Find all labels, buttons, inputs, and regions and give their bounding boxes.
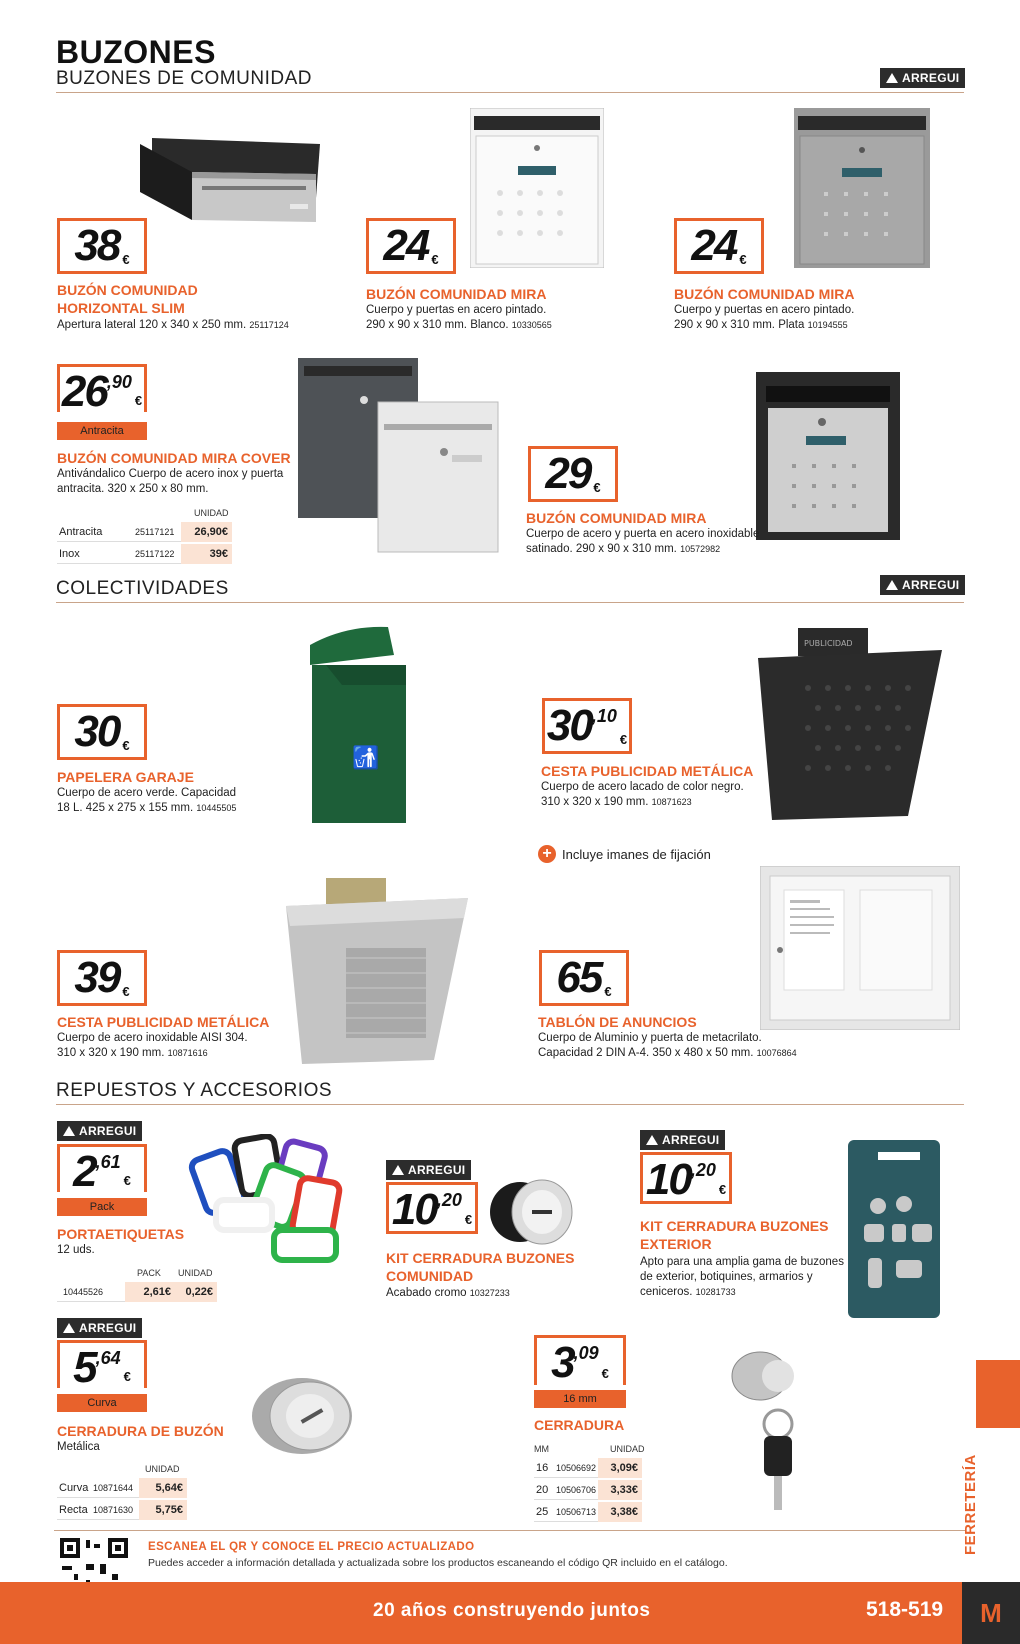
key-tags-image: [188, 1134, 366, 1274]
brand-logo: ARREGUI: [57, 1318, 142, 1338]
product-desc: Apertura lateral 120 x 340 x 250 mm. 25117124: [57, 319, 289, 331]
product-desc: Cuerpo de Aluminio y puerta de metacrilato. Capacidad 2 DIN A-4. 350 x 480 x 50 mm. 10076864: [538, 1032, 797, 1059]
price-table: MM UNIDAD 16 10506692 3,09€ 20 10506706 3,33€ 25 10506713 3,38€: [534, 1440, 644, 1520]
arregui-icon: [646, 1135, 658, 1145]
price-table: UNIDAD Antracita 25117121 26,90€ Inox 25117122 39€: [57, 506, 232, 566]
table-row: 10445526 2,61€ 0,22€: [57, 1282, 217, 1302]
svg-text:🚮: 🚮: [352, 746, 380, 771]
variant-tag: Curva: [57, 1394, 147, 1412]
svg-text:PUBLICIDAD: PUBLICIDAD: [804, 639, 853, 648]
section-title: BUZONES DE COMUNIDAD: [56, 68, 312, 89]
table-row: 25 10506713 3,38€: [534, 1502, 642, 1522]
product-desc: Cuerpo de acero lacado de color negro. 310 x 320 x 190 mm. 10871623: [541, 781, 744, 808]
brand-logo: ARREGUI: [57, 1121, 142, 1141]
product-name: TABLÓN DE ANUNCIOS: [538, 1014, 697, 1030]
product-desc: Cuerpo de acero inoxidable AISI 304. 310 x 320 x 190 mm. 10871616: [57, 1032, 248, 1059]
price-box: 3 ,09 €: [534, 1335, 626, 1385]
lock-kit-blister-image: [848, 1140, 940, 1318]
table-row: 16 10506692 3,09€: [534, 1458, 642, 1478]
qr-title: ESCANEA EL QR Y CONOCE EL PRECIO ACTUALIZADO: [148, 1541, 475, 1553]
table-row: Inox 25117122 39€: [57, 544, 232, 564]
price-box: 24 €: [366, 218, 456, 274]
price-box: 65 €: [539, 950, 629, 1006]
product-desc: Metálica: [57, 1441, 100, 1453]
arregui-icon: [63, 1126, 75, 1136]
mira-cover-mailboxes-image: [296, 356, 506, 556]
white-mailbox-image: [470, 108, 604, 268]
price-box: 39 €: [57, 950, 147, 1006]
product-name: BUZÓN COMUNIDAD MIRA: [526, 510, 707, 526]
section-title: REPUESTOS Y ACCESORIOS: [56, 1080, 333, 1101]
horizontal-mailbox-image: [140, 138, 320, 224]
section-title: COLECTIVIDADES: [56, 578, 229, 599]
footer-bar: [0, 1582, 1020, 1644]
price-box: 2 ,61 €: [57, 1144, 147, 1192]
price-box: 10 ,20 €: [386, 1182, 478, 1234]
price-table: UNIDAD Curva 10871644 5,64€ Recta 10871630 5,75€: [57, 1462, 232, 1522]
product-name: BUZÓN COMUNIDAD MIRA: [674, 286, 855, 302]
price-box: 38 €: [57, 218, 147, 274]
product-desc: Antivándalico Cuerpo de acero inox y puerta antracita. 320 x 250 x 80 mm.: [57, 468, 284, 495]
side-tab: [976, 1360, 1020, 1428]
page-numbers: 518-519: [866, 1598, 944, 1621]
section-comunidad: [56, 68, 964, 93]
price-box: 26 ,90 €: [57, 364, 147, 412]
section-colectividades: [56, 578, 964, 603]
product-name: CERRADURA: [534, 1417, 625, 1433]
product-name: KIT CERRADURA BUZONES COMUNIDAD: [386, 1250, 575, 1284]
variant-tag: Pack: [57, 1198, 147, 1216]
green-bin-image: [306, 625, 416, 825]
table-row: Antracita 25117121 26,90€: [57, 522, 232, 542]
table-row: 20 10506706 3,33€: [534, 1480, 642, 1500]
arregui-icon: [886, 73, 898, 83]
arregui-icon: [63, 1323, 75, 1333]
product-name: CESTA PUBLICIDAD METÁLICA: [57, 1014, 270, 1030]
variant-tag: Antracita: [57, 422, 147, 440]
product-name: CERRADURA DE BUZÓN: [57, 1423, 224, 1439]
product-desc: 12 uds.: [57, 1244, 95, 1256]
product-desc: Cuerpo de acero verde. Capacidad 18 L. 425 x 275 x 155 mm. 10445505: [57, 787, 237, 814]
brand-m-logo: M: [962, 1582, 1020, 1644]
product-name: PORTAETIQUETAS: [57, 1226, 185, 1242]
page-title: BUZONES: [56, 34, 216, 70]
mailbox-lock-image: [250, 1376, 354, 1456]
product-name: BUZÓN COMUNIDAD MIRA: [366, 286, 547, 302]
price-box: 30 ,10 €: [542, 698, 632, 754]
price-table: PACK UNIDAD 10445526 2,61€ 0,22€: [57, 1266, 217, 1310]
brand-logo: ARREGUI: [880, 68, 965, 88]
product-desc: Acabado cromo 10327233: [386, 1287, 510, 1299]
price-box: 29 €: [528, 446, 618, 502]
arregui-icon: [886, 580, 898, 590]
price-box: 24 €: [674, 218, 764, 274]
variant-tag: 16 mm: [534, 1390, 626, 1408]
price-box: 10 ,20 €: [640, 1152, 732, 1204]
side-category-label: FERRETERÍA: [962, 1454, 979, 1555]
brand-logo: ARREGUI: [386, 1160, 471, 1180]
product-name: KIT CERRADURA BUZONES EXTERIOR: [640, 1218, 829, 1252]
price-box: 30 €: [57, 704, 147, 760]
product-name: PAPELERA GARAJE: [57, 769, 194, 785]
product-name: BUZÓN COMUNIDAD MIRA COVER: [57, 450, 291, 466]
product-desc: Cuerpo y puertas en acero pintado. 290 x 90 x 310 mm. Blanco. 10330565: [366, 304, 552, 331]
product-name: BUZÓN COMUNIDAD HORIZONTAL SLIM: [57, 282, 198, 316]
product-desc: Apto para una amplia gama de buzones de exterior, botiquines, armarios y ceniceros. 10281733: [640, 1256, 844, 1298]
table-row: Curva 10871644 5,64€: [57, 1478, 187, 1498]
lock-cylinder-image: [484, 1172, 580, 1250]
qr-text: Puedes acceder a información detallada y actualizada sobre los productos escaneando el código QR incluido en el catálogo.: [148, 1557, 728, 1569]
lock-with-keys-image: [720, 1346, 816, 1516]
brand-logo: ARREGUI: [880, 575, 965, 595]
silver-mailbox-image: [794, 108, 930, 268]
product-name: CESTA PUBLICIDAD METÁLICA: [541, 763, 754, 779]
price-box: 5 ,64 €: [57, 1340, 147, 1388]
arregui-icon: [392, 1165, 404, 1175]
footer-slogan: 20 años construyendo juntos: [373, 1600, 651, 1621]
section-repuestos: [56, 1080, 964, 1105]
feature-note: + Incluye imanes de fijación: [538, 845, 711, 863]
product-desc: Cuerpo de acero y puerta en acero inoxidable satinado. 290 x 90 x 310 mm. 10572982: [526, 528, 760, 555]
notice-board-image: [760, 866, 960, 1030]
brand-logo: ARREGUI: [640, 1130, 725, 1150]
product-desc: Cuerpo y puertas en acero pintado. 290 x 90 x 310 mm. Plata 10194555: [674, 304, 855, 331]
table-row: Recta 10871630 5,75€: [57, 1500, 187, 1520]
plus-icon: +: [538, 845, 556, 863]
